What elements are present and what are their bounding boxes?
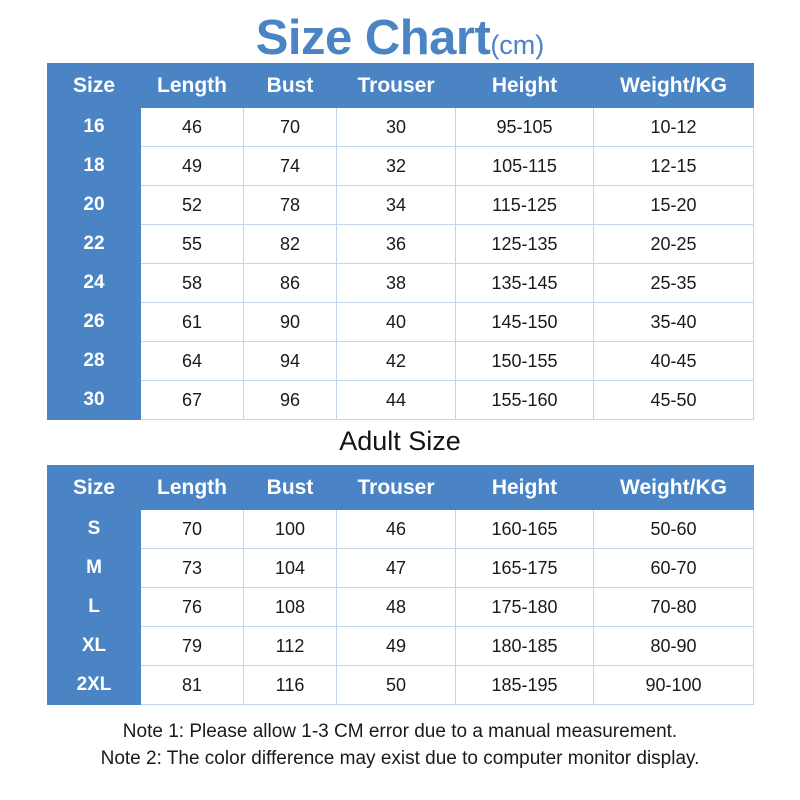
cell-length: 67 xyxy=(141,381,244,420)
cell-weight: 50-60 xyxy=(594,510,754,549)
cell-bust: 70 xyxy=(244,108,337,147)
cell-height: 180-185 xyxy=(456,627,594,666)
table-row xyxy=(48,510,754,549)
cell-length: 81 xyxy=(141,666,244,705)
table-row xyxy=(48,588,754,627)
table-row xyxy=(48,303,754,342)
cell-weight: 70-80 xyxy=(594,588,754,627)
cell-bust: 100 xyxy=(244,510,337,549)
note-line-1: Note 1: Please allow 1-3 CM error due to a manual measurement. xyxy=(122,721,678,742)
cell-height: 125-135 xyxy=(456,225,594,264)
column-header-weight: Weight/KG xyxy=(594,64,754,108)
page-title-unit: (cm) xyxy=(490,30,545,60)
cell-weight: 15-20 xyxy=(594,186,754,225)
cell-trouser: 32 xyxy=(337,147,456,186)
cell-size: 2XL xyxy=(48,666,141,705)
kids-table-body xyxy=(48,108,754,420)
cell-height: 160-165 xyxy=(456,510,594,549)
column-header-length: Length xyxy=(141,466,244,510)
cell-weight: 25-35 xyxy=(594,264,754,303)
cell-height: 165-175 xyxy=(456,549,594,588)
cell-length: 76 xyxy=(141,588,244,627)
column-header-weight: Weight/KG xyxy=(594,466,754,510)
adult-table-body xyxy=(48,510,754,705)
cell-trouser: 36 xyxy=(337,225,456,264)
cell-bust: 104 xyxy=(244,549,337,588)
cell-size: 28 xyxy=(48,342,141,381)
cell-length: 58 xyxy=(141,264,244,303)
cell-weight: 20-25 xyxy=(594,225,754,264)
cell-trouser: 38 xyxy=(337,264,456,303)
column-header-bust: Bust xyxy=(244,64,337,108)
cell-bust: 112 xyxy=(244,627,337,666)
notes-section xyxy=(0,719,800,773)
cell-trouser: 49 xyxy=(337,627,456,666)
cell-weight: 40-45 xyxy=(594,342,754,381)
cell-bust: 94 xyxy=(244,342,337,381)
cell-weight: 45-50 xyxy=(594,381,754,420)
cell-size: 22 xyxy=(48,225,141,264)
kids-size-table xyxy=(47,63,754,420)
table-row xyxy=(48,666,754,705)
table-row xyxy=(48,342,754,381)
kids-size-table-block xyxy=(47,63,753,420)
cell-size: S xyxy=(48,510,141,549)
cell-length: 55 xyxy=(141,225,244,264)
cell-weight: 10-12 xyxy=(594,108,754,147)
column-header-trouser: Trouser xyxy=(337,466,456,510)
cell-length: 52 xyxy=(141,186,244,225)
table-row xyxy=(48,264,754,303)
cell-length: 49 xyxy=(141,147,244,186)
cell-height: 155-160 xyxy=(456,381,594,420)
table-row xyxy=(48,147,754,186)
page-title xyxy=(0,0,800,63)
cell-height: 175-180 xyxy=(456,588,594,627)
cell-size: L xyxy=(48,588,141,627)
cell-height: 95-105 xyxy=(456,108,594,147)
cell-trouser: 44 xyxy=(337,381,456,420)
page-title-text: Size Chart xyxy=(255,11,491,65)
cell-size: 30 xyxy=(48,381,141,420)
column-header-bust: Bust xyxy=(244,466,337,510)
column-header-height: Height xyxy=(456,466,594,510)
column-header-size: Size xyxy=(48,64,141,108)
cell-bust: 96 xyxy=(244,381,337,420)
cell-size: 20 xyxy=(48,186,141,225)
table-row xyxy=(48,549,754,588)
cell-bust: 86 xyxy=(244,264,337,303)
cell-bust: 82 xyxy=(244,225,337,264)
table-header-row xyxy=(48,64,754,108)
cell-trouser: 34 xyxy=(337,186,456,225)
adult-size-heading: Adult Size xyxy=(339,426,461,456)
column-header-size: Size xyxy=(48,466,141,510)
cell-size: 18 xyxy=(48,147,141,186)
table-header-row xyxy=(48,466,754,510)
cell-length: 61 xyxy=(141,303,244,342)
table-row xyxy=(48,627,754,666)
cell-height: 105-115 xyxy=(456,147,594,186)
column-header-trouser: Trouser xyxy=(337,64,456,108)
cell-trouser: 46 xyxy=(337,510,456,549)
cell-length: 64 xyxy=(141,342,244,381)
column-header-length: Length xyxy=(141,64,244,108)
cell-size: 24 xyxy=(48,264,141,303)
cell-height: 150-155 xyxy=(456,342,594,381)
cell-size: XL xyxy=(48,627,141,666)
adult-size-table-block xyxy=(47,465,753,705)
cell-bust: 108 xyxy=(244,588,337,627)
cell-length: 79 xyxy=(141,627,244,666)
column-header-height: Height xyxy=(456,64,594,108)
cell-bust: 116 xyxy=(244,666,337,705)
cell-bust: 90 xyxy=(244,303,337,342)
cell-length: 46 xyxy=(141,108,244,147)
table-row xyxy=(48,225,754,264)
cell-height: 135-145 xyxy=(456,264,594,303)
cell-length: 73 xyxy=(141,549,244,588)
table-row xyxy=(48,108,754,147)
cell-weight: 12-15 xyxy=(594,147,754,186)
cell-bust: 74 xyxy=(244,147,337,186)
cell-weight: 90-100 xyxy=(594,666,754,705)
cell-length: 70 xyxy=(141,510,244,549)
kids-table-head xyxy=(48,64,754,108)
cell-size: M xyxy=(48,549,141,588)
cell-weight: 80-90 xyxy=(594,627,754,666)
table-row xyxy=(48,381,754,420)
cell-height: 185-195 xyxy=(456,666,594,705)
cell-trouser: 30 xyxy=(337,108,456,147)
cell-bust: 78 xyxy=(244,186,337,225)
cell-trouser: 42 xyxy=(337,342,456,381)
cell-size: 16 xyxy=(48,108,141,147)
cell-weight: 60-70 xyxy=(594,549,754,588)
cell-weight: 35-40 xyxy=(594,303,754,342)
adult-table-head xyxy=(48,466,754,510)
cell-height: 115-125 xyxy=(456,186,594,225)
table-row xyxy=(48,186,754,225)
note-line-2: Note 2: The color difference may exist due to computer monitor display. xyxy=(100,747,700,769)
cell-size: 26 xyxy=(48,303,141,342)
cell-trouser: 50 xyxy=(337,666,456,705)
cell-trouser: 48 xyxy=(337,588,456,627)
cell-trouser: 47 xyxy=(337,549,456,588)
adult-size-table xyxy=(47,465,754,705)
cell-trouser: 40 xyxy=(337,303,456,342)
cell-height: 145-150 xyxy=(456,303,594,342)
